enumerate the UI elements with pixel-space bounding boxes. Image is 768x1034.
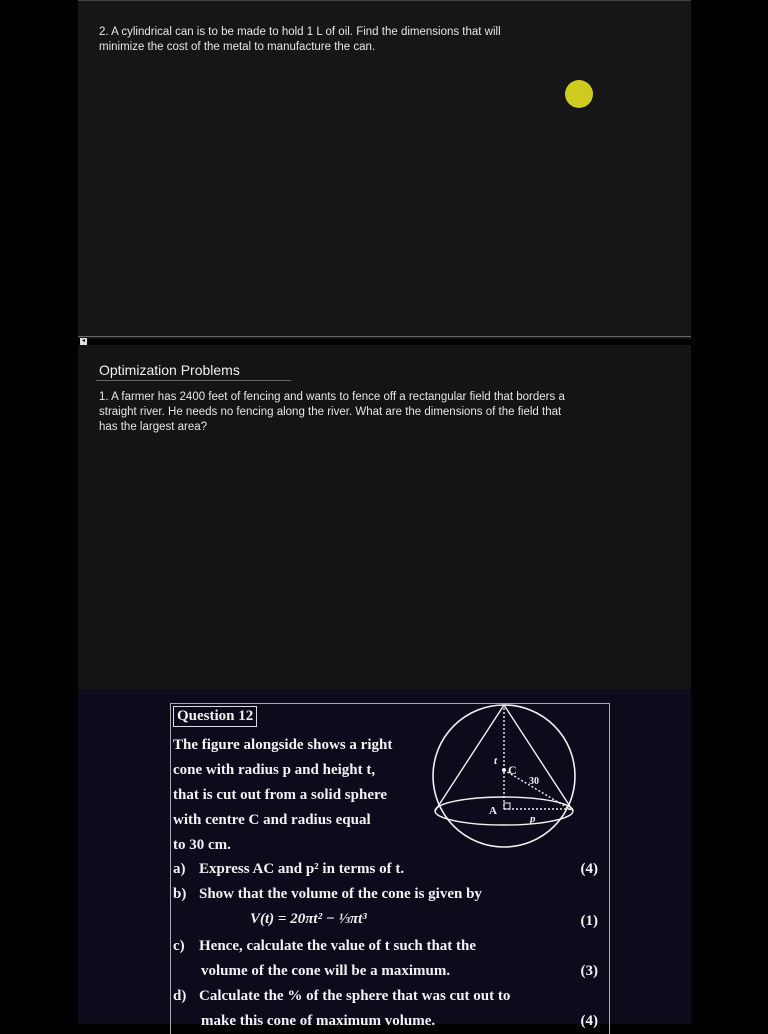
part-letter: d) [173, 988, 187, 1004]
intro-line: to 30 cm. [173, 837, 231, 853]
label-p: p [530, 813, 536, 825]
collapse-arrow-icon[interactable]: ◂ [81, 338, 85, 344]
volume-formula: V(t) = 20πt² − ⅓πt³ [250, 911, 367, 927]
marks-a: (4) [580, 861, 598, 877]
part-letter: c) [173, 938, 185, 954]
label-a: A [489, 805, 497, 817]
cone-in-sphere-figure [426, 704, 582, 848]
section-title: Optimization Problems [99, 362, 240, 378]
section-title-underline [96, 380, 291, 381]
part-text: Express AC and p² in terms of t. [199, 861, 405, 877]
label-30: 30 [529, 776, 539, 787]
centre-c-point [502, 768, 506, 772]
part-c-line-2: volume of the cone will be a maximum. [201, 963, 451, 979]
cone-right-edge [504, 705, 573, 811]
part-text: Hence, calculate the value of t such that the [199, 938, 477, 954]
part-text: Show that the volume of the cone is given by [199, 886, 482, 902]
intro-line: cone with radius p and height t, [173, 762, 376, 778]
intro-line: The figure alongside shows a right [173, 737, 393, 753]
question-1-text: 1. A farmer has 2400 feet of fencing and wants to fence off a rectangular field that borders a straight river. He needs no fencing along the river. What are the dimensions of the field that has the largest area? [99, 391, 565, 433]
laser-pointer-dot [565, 80, 593, 108]
marks-b: (1) [580, 913, 598, 929]
question-label: Question 12 [173, 706, 257, 727]
notebook-page-2 [78, 345, 691, 689]
part-d-line-2: make this cone of maximum volume. [201, 1013, 436, 1029]
part-letter: a) [173, 861, 186, 877]
part-b [173, 886, 482, 903]
question-intro [173, 733, 423, 858]
marks-c: (3) [580, 963, 598, 979]
label-c: C [508, 763, 517, 777]
notebook-page-1 [78, 0, 691, 339]
marks-d: (4) [580, 1013, 598, 1029]
part-letter: b) [173, 886, 187, 902]
part-text: Calculate the % of the sphere that was cut out to [199, 988, 511, 1004]
part-c [173, 938, 476, 955]
label-t: t [494, 755, 498, 767]
intro-line: that is cut out from a solid sphere [173, 787, 388, 803]
scanned-question-page [78, 689, 691, 1029]
part-a [173, 861, 404, 878]
right-angle-mark [504, 803, 510, 809]
part-d [173, 988, 510, 1005]
question-2-text: 2. A cylindrical can is to be made to hold 1 L of oil. Find the dimensions that will minimize the cost of the metal to manufacture the can. [99, 26, 501, 53]
intro-line: with centre C and radius equal [173, 812, 371, 828]
